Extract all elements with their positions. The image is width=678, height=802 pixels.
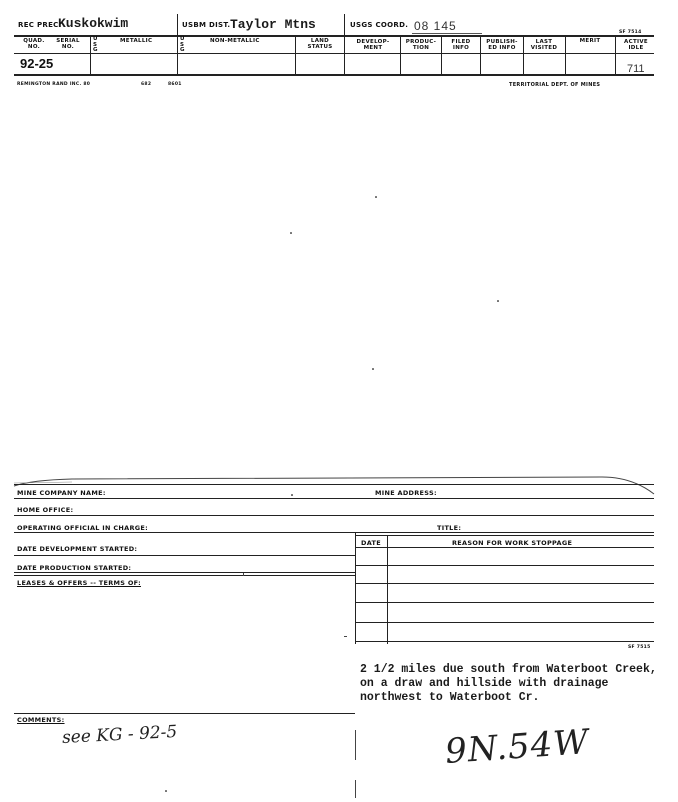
divider	[523, 36, 524, 74]
date-prod-label: DATE PRODUCTION STARTED:	[17, 564, 132, 572]
date-label: DATE	[361, 539, 381, 547]
rec-prec-value: Kuskokwim	[58, 16, 129, 31]
divider	[177, 14, 178, 35]
col-active-idle: ACTIVE IDLE	[624, 39, 648, 51]
rule	[14, 484, 654, 485]
rule	[14, 515, 654, 516]
printer-code-a: 682	[141, 82, 152, 87]
date-dev-label: DATE DEVELOPMENT STARTED:	[17, 545, 138, 553]
leases-label: LEASES & OFFERS -- TERMS OF:	[17, 579, 141, 587]
handwritten-mark: 711	[627, 63, 645, 75]
col-usgs-nonmetallic: U S G	[180, 36, 185, 53]
record-number: 92-25	[20, 56, 54, 71]
header-top-rule	[14, 35, 654, 37]
divider	[355, 780, 356, 798]
reason-label: REASON FOR WORK STOPPAGE	[452, 539, 573, 547]
col-usgs-metallic: U S G	[93, 36, 98, 53]
form-number-2: SF 7515	[628, 645, 651, 650]
col-serial-no: SERIAL NO.	[56, 38, 80, 50]
col-development: DEVELOP- MENT	[356, 39, 390, 51]
location-line-3: northwest to Waterboot Cr.	[360, 691, 540, 704]
comments-handwritten: see KG - 92-5	[61, 721, 178, 749]
rule	[14, 555, 355, 556]
divider	[565, 36, 566, 74]
map-reference: 9N.54W	[443, 722, 591, 772]
mine-company-label: MINE COMPANY NAME:	[17, 489, 106, 497]
title-label: TITLE:	[437, 524, 462, 532]
divider	[480, 36, 481, 74]
header-column-rule	[14, 53, 654, 54]
divider	[355, 532, 356, 644]
divider	[441, 36, 442, 74]
rule	[355, 583, 654, 584]
rule	[355, 641, 654, 642]
rule	[14, 532, 654, 533]
rule	[14, 572, 355, 573]
speck	[497, 300, 499, 302]
divider	[295, 36, 296, 74]
card-edge	[12, 470, 657, 496]
divider	[355, 730, 356, 760]
comments-label: COMMENTS:	[17, 716, 65, 724]
col-published-info: PUBLISH- ED INFO	[486, 39, 518, 51]
rule	[355, 622, 654, 623]
col-production: PRODUC- TION	[405, 39, 437, 51]
speck	[372, 368, 374, 370]
operating-official-label: OPERATING OFFICIAL IN CHARGE:	[17, 524, 149, 532]
form-number: SF 7514	[619, 30, 642, 35]
rule	[355, 535, 654, 536]
col-last-visited: LAST VISITED	[530, 39, 558, 51]
speck	[375, 196, 377, 198]
speck	[291, 494, 293, 496]
usbm-dist-label: USBM DIST.	[182, 21, 231, 29]
divider	[177, 36, 178, 74]
rec-prec-label: REC PREC.	[18, 21, 62, 29]
col-filed-info: FILED INFO	[451, 39, 471, 51]
rule	[355, 547, 654, 548]
divider	[344, 36, 345, 74]
divider	[615, 36, 616, 74]
usbm-dist-value: Taylor Mtns	[230, 17, 316, 32]
rule	[355, 602, 654, 603]
divider	[400, 36, 401, 74]
speck	[290, 232, 292, 234]
rule	[14, 498, 654, 499]
rule	[14, 575, 355, 576]
col-land-status: LAND STATUS	[307, 38, 333, 50]
speck	[243, 573, 244, 576]
rule	[14, 713, 355, 714]
location-line-2: on a draw and hillside with drainage	[360, 677, 609, 690]
home-office-label: HOME OFFICE:	[17, 506, 74, 514]
speck	[344, 636, 347, 637]
divider	[344, 14, 345, 35]
col-metallic: METALLIC	[120, 38, 153, 44]
department-label: TERRITORIAL DEPT. OF MINES	[509, 82, 601, 88]
printer-line: REMINGTON RAND INC. 80	[17, 82, 91, 87]
col-non-metallic: NON-METALLIC	[210, 38, 260, 44]
col-quad-no: QUAD. NO.	[23, 38, 45, 50]
location-line-1: 2 1/2 miles due south from Waterboot Creek,	[360, 663, 657, 676]
header-card	[14, 14, 654, 80]
header-bottom-rule	[14, 74, 654, 76]
usgs-coord-value: 08 145	[414, 19, 457, 33]
divider	[90, 36, 91, 74]
mine-address-label: MINE ADDRESS:	[375, 489, 437, 497]
col-merit: MERIT	[579, 38, 601, 44]
printer-code-b: 8601	[168, 82, 182, 87]
coord-underline	[412, 33, 482, 34]
rule	[355, 565, 654, 566]
divider	[387, 535, 388, 644]
usgs-coord-label: USGS COORD.	[350, 21, 409, 29]
speck	[165, 790, 167, 792]
